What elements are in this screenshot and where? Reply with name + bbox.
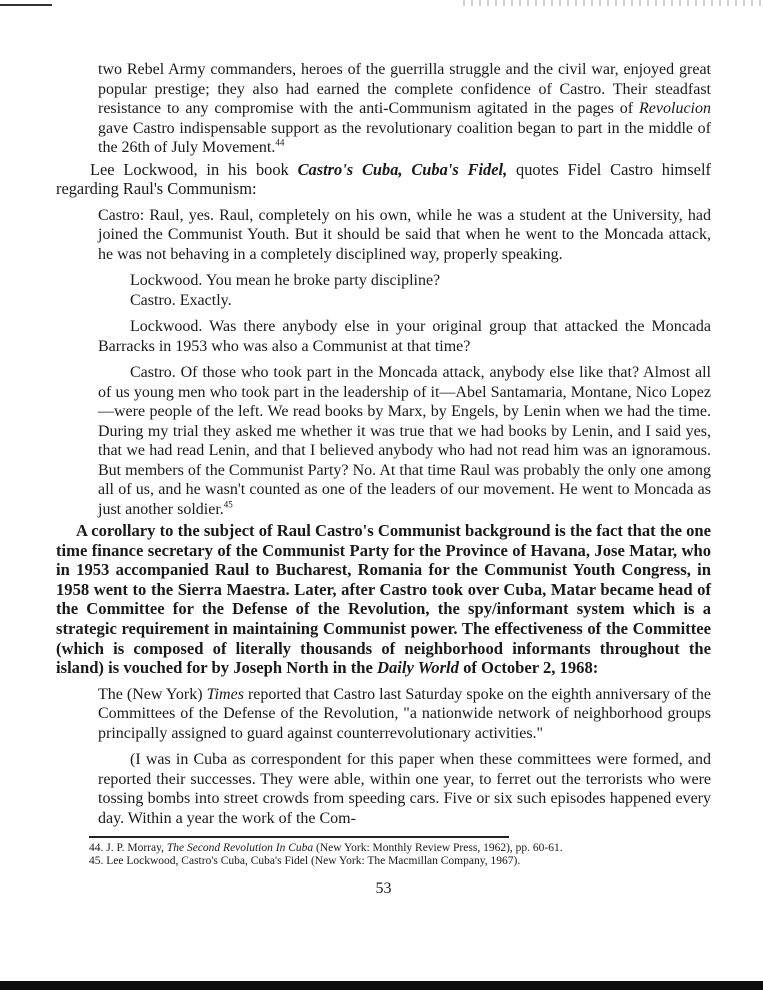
page-number: 53: [375, 880, 392, 898]
quote-castro-1: Castro: Raul, yes. Raul, completely on his own, while he was a student at the University, had joined the Communist Youth. But it should be said that when he went to the Moncada attack, he was not behaving in a completely disciplined way, properly speaking.: [98, 206, 711, 263]
book-page: [56, 60, 711, 898]
scan-bottom-edge: [0, 981, 763, 990]
footnote-ref-44: 44: [275, 137, 285, 148]
footnote-44: 44. J. P. Morray, The Second Revolution In Cuba (New York: Monthly Review Press, 1962), pp. 60-61.: [89, 842, 563, 855]
paragraph-1: two Rebel Army commanders, heroes of the guerrilla struggle and the civil war, enjoyed great popular prestige; they also had earned the complete confidence of Castro. Their steadfast resistance to any compromise with the anti-Communism agitated in the pages of Revolucion gave Castro indispensable support as the revolutionary coalition began to part in the middle of the 26th of July Movement.$^{44}$: [98, 61, 711, 156]
quote-castro-3: Castro. Of those who took part in the Moncada attack, anybody else like that? Almost all of us young men who took part in the leadership of it—Abel Santamaria, Montane, Nico Lopez—were people of the left. We read books by Marx, by Engels, by Lenin when we had the time. During my trial they asked me whether it was true that we had books by Lenin, and I said yes, that we had read Lenin, and that I believed anybody who had not read him was an ignoramous. But members of the Communist Party? No. At that time Raul was probably the only one among all of us, and he wasn't counted as one of the leaders of our movement. He went to Moncada as just another soldier.$^{45}$: [98, 364, 711, 518]
footnote-45: 45. Lee Lockwood, Castro's Cuba, Cuba's Fidel (New York: The Macmillan Company, 1967).: [89, 855, 521, 868]
paragraph-2: Lee Lockwood, in his book Castro's Cuba, Cuba's Fidel, quotes Fidel Castro himself regarding Raul's Communism:: [56, 159, 711, 198]
quote-lockwood-1: Lockwood. You mean he broke party discipline?: [130, 272, 441, 289]
quote-times: The (New York) Times reported that Castro last Saturday spoke on the eighth anniversary of the Committees of the Defense of the Revolution, "a nationwide network of neighborhood groups principally assigned to guard against counterrevolutionary activities.": [98, 685, 711, 742]
footnote-ref-45: 45: [223, 499, 233, 510]
quote-lockwood-2: Lockwood. Was there anybody else in your original group that attacked the Moncada Barracks in 1953 who was also a Communist at that time?: [98, 318, 711, 355]
quote-north: (I was in Cuba as correspondent for this paper when these committees were formed, and reported their successes. They were able, within one year, to ferret out the terrorists who were tossing bombs into street crowds from speeding cars. Five or six such episodes happened every day. Within a year the work of the Com-: [98, 751, 711, 827]
scan-artifact: [463, 0, 763, 6]
paragraph-corollary: A corollary to the subject of Raul Castro's Communist background is the fact that the one time finance secretary of the Communist Party for the Province of Havana, Jose Matar, who in 1953 accompanied Raul to Bucharest, Romania for the Communist Youth Congress, in 1958 went to the Sierra Maestra. Later, after Castro took over Cuba, Matar became head of the Committee for the Defense of the Revolution, the spy/informant system which is a strategic requirement in maintaining Communist power. The effectiveness of the Committee (which is composed of literally thousands of neighborhood informants throughout the island) is vouched for by Joseph North in the Daily World of October 2, 1968:: [56, 521, 711, 678]
top-rule: [0, 4, 52, 6]
quote-castro-2: Castro. Exactly.: [130, 291, 232, 309]
footnote-rule: [89, 836, 509, 838]
